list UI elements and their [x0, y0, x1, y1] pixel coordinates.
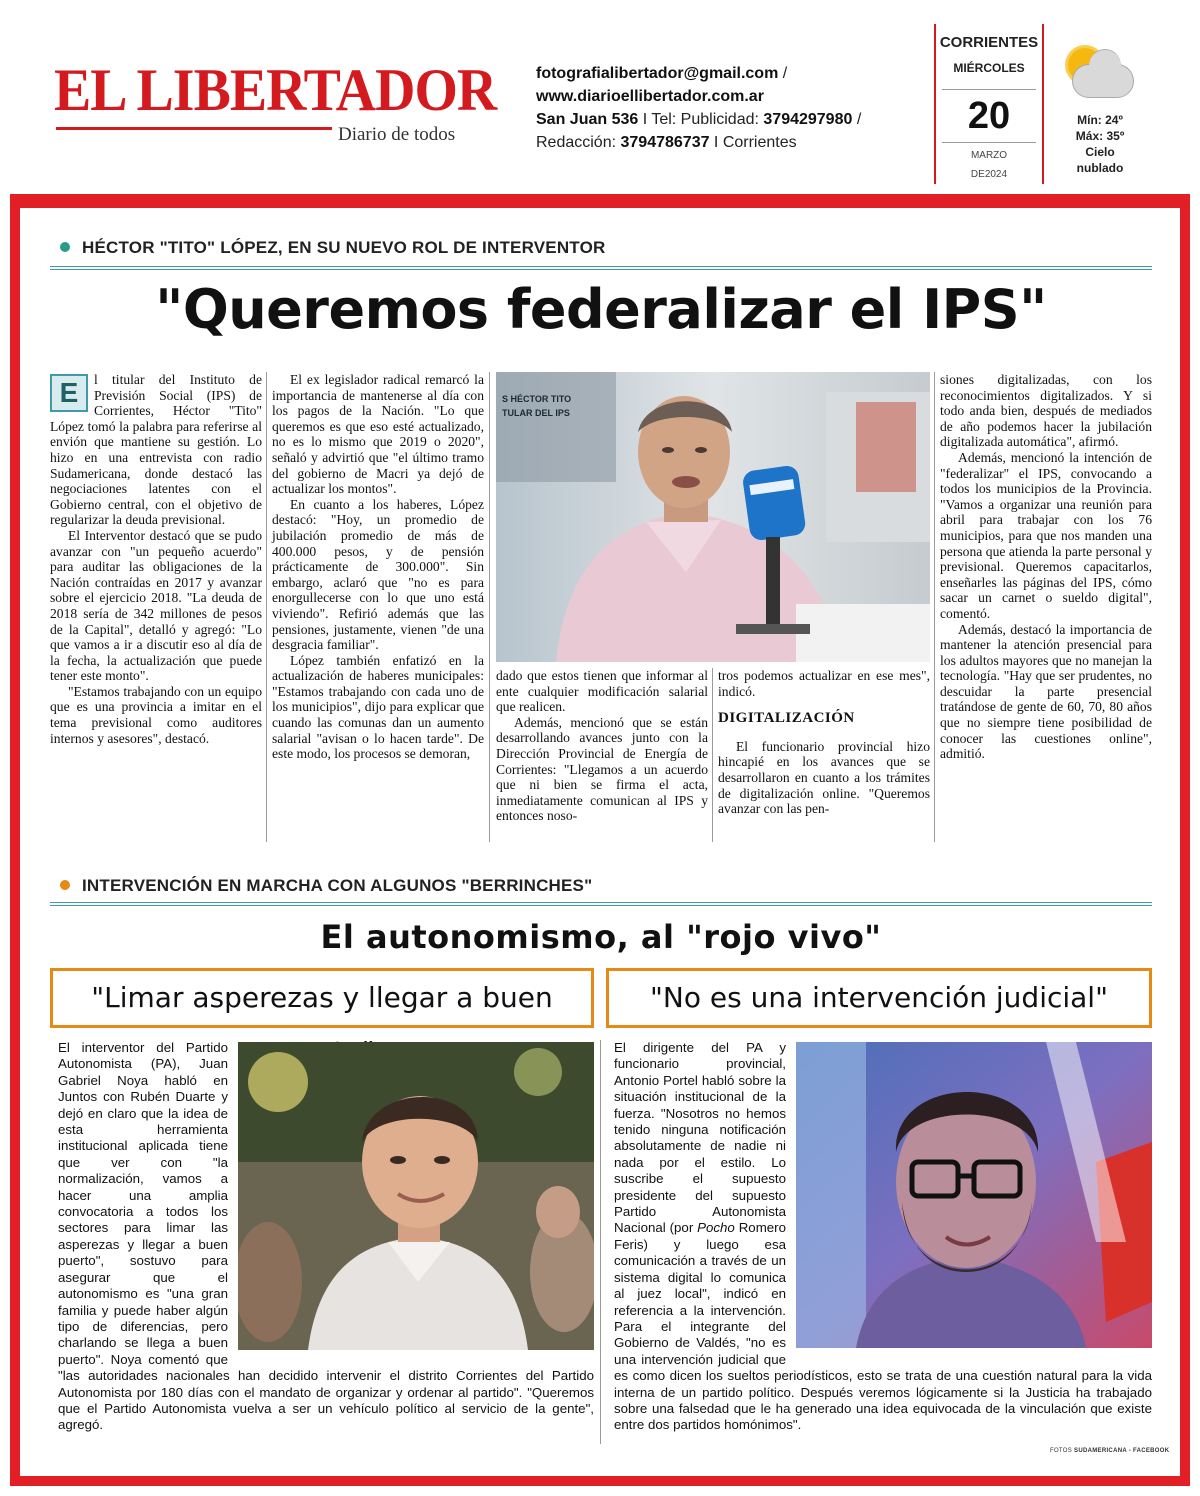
kicker-rule: [50, 266, 1152, 270]
article1-column-4: [718, 668, 930, 817]
ad-phone-separator: /: [852, 111, 862, 128]
column-divider: [712, 668, 713, 842]
right-story-heading[interactable]: "No es una intervención judicial": [606, 968, 1152, 1028]
logo-rule: [56, 127, 332, 130]
weather-widget: [1060, 40, 1140, 176]
photo-overlay-line-1: S HÉCTOR TITO: [502, 394, 572, 404]
photo-credit: [1050, 1448, 1169, 1454]
article1-column-5: [940, 372, 1152, 762]
date-box: [934, 24, 1044, 184]
weather-min: Mín: 24º: [1077, 113, 1123, 127]
article1-column-2: [272, 372, 484, 762]
kicker-rule: [50, 902, 1152, 906]
paragraph: "Estamos trabajando con un equipo que es una provincia a imitar en el tema previsional como auditores internos y asesores", destacó.: [50, 683, 262, 746]
cloud-shape: [1072, 64, 1134, 98]
date-month: MARZO: [970, 150, 1008, 161]
paragraph: siones digitalizadas, con los reconocimientos digitalizados. Y si todo anda bien, después de mediados de año podemos hacer la jubilación digitalizada automática", afirmó.: [940, 372, 1152, 450]
contact-email[interactable]: fotografialibertador@gmail.com: [536, 65, 779, 82]
photo-credit-label: FOTOS: [1050, 1448, 1075, 1454]
date-day: 20: [942, 89, 1036, 143]
photo-overlay-line-2: TULAR DEL IPS: [502, 408, 570, 418]
contact-block: [536, 62, 906, 154]
right-story-italic: Pocho: [697, 1220, 735, 1236]
noya-photo-illustration: [238, 1042, 594, 1350]
paragraph: Además, destacó la importancia de mantener la atención presencial para los adultos mayores que no manejan la tecnología. "Hay que ser prudentes, no descuidar la parte presencial tratándose de gente de 60, 70, 80 años que no siempre tiene posibilidad de conocer las cuestiones online", admitió.: [940, 621, 1152, 762]
right-story: [614, 1040, 1152, 1444]
email-separator: /: [778, 65, 788, 82]
portel-photo-illustration: [796, 1042, 1152, 1348]
section2-kicker: [60, 876, 592, 896]
left-story-heading[interactable]: "Limar asperezas y llegar a buen: [50, 968, 594, 1028]
left-story-text: El interventor del Partido Autonomista (PA), Juan Gabriel Noya habló en Juntos con Rubén Duarte y dejó en claro que la idea de esta herramienta institucional aplicada tiene que ver con "la normalización, vamos a hacer una amplia convocatoria a todos los sectores para limar las asperezas y llegar a buen puerto", sostuvo para asegurar que el autonomismo es "una gran familia y puede haber algún tipo de diferencias, pero charlando se llega a buen puerto". Noya comentó que "las autoridades nacionales han decidido intervenir el distrito Corrientes del Partido Autonomista por 180 días con el mandato de organizar y ordenar al partido". "Queremos que el Partido Autonomista vuelva a ser un vehículo político al servicio de la gente", agregó.: [58, 1040, 594, 1433]
bullet-dot-icon: [60, 242, 70, 252]
photo-credit-source: SUDAMERICANA - FACEBOOK: [1074, 1448, 1170, 1454]
newsroom-label: Redacción:: [536, 134, 621, 151]
article1-kicker-text: HÉCTOR "TITO" LÓPEZ, EN SU NUEVO ROL DE INTERVENTOR: [82, 238, 606, 257]
article1-headline[interactable]: "Queremos federalizar el IPS": [155, 278, 1047, 341]
partly-cloudy-icon: [1062, 40, 1138, 102]
paragraph: tros podemos actualizar en ese mes", indicó.: [718, 668, 930, 699]
paragraph: l titular del Instituto de Previsión Social (IPS) de Corrientes, Héctor "Tito" López tomó la palabra para referirse al envión que mantiene su gestión. Lo hizo en una entrevista con radio Sudamericana, donde destacó las negociaciones latentes con el Gobierno central, con el objetivo de regularizar la deuda previsional.: [50, 372, 262, 528]
weather-condition-1: Cielo: [1085, 145, 1115, 159]
noya-photo[interactable]: [238, 1042, 594, 1350]
date-year: DE2024: [970, 169, 1008, 180]
paragraph: El ex legislador radical remarcó la importancia de mantenerse al día con los pagos de la Nación. "Lo que queremos es que eso esté actualizado, no es lo mismo que 2019 o 2020", señaló y advirtió que "el último tramo del gobierno de Macri ya dejó de actualizar los montos".: [272, 372, 484, 497]
paragraph: En cuanto a los haberes, López destacó: "Hoy, un promedio de jubilación promedio de más de 400.000 pesos, y de pensión prácticamente de 300.000". Sin embargo, aclaró que "no es para enorgullecerse con lo que uno está viviendo". Refirió además que las pensiones, justamente, vienen "de una desgracia familiar".: [272, 496, 484, 653]
contact-website[interactable]: www.diarioellibertador.com.ar: [536, 88, 764, 105]
city-suffix: I Corrientes: [709, 134, 797, 151]
ad-phone-label: I Tel: Publicidad:: [638, 111, 764, 128]
ad-phone: 3794297980: [763, 111, 853, 128]
article1-column-1: [50, 372, 262, 746]
portel-photo[interactable]: [796, 1042, 1152, 1348]
column-divider: [266, 372, 267, 842]
column-divider: [489, 372, 490, 842]
section2-title[interactable]: El autonomismo, al "rojo vivo": [320, 918, 882, 956]
lopez-photo-illustration: [496, 372, 930, 662]
drop-cap: E: [50, 374, 88, 412]
section2-kicker-text: INTERVENCIÓN EN MARCHA CON ALGUNOS "BERRINCHES": [82, 876, 593, 895]
paragraph: El Interventor destacó que se pudo avanzar con "un pequeño acuerdo" para auditar las obligaciones de la Nación contraídas en 2017 y avanzar sobre el ejercicio 2018. "La deuda de 2018 sería de 342 millones de pesos de la Capital", detalló y agregó: "Lo que vamos a ir a discutir eso al día de la fecha, la actualización que puede tener este monto".: [50, 527, 262, 684]
contact-address: San Juan 536: [536, 111, 639, 128]
paragraph: Además, mencionó la intención de "federalizar" el IPS, convocando a todos los municipios de la Provincia. "Vamos a organizar una reunión para abril para trabajar con los 76 municipios, para que nos manden una persona que atienda la parte personal y previsional. Queremos capacitarlos, enseñarles las páginas del IPS, cómo sacar un carnet o sueldo digital", comentó.: [940, 449, 1152, 621]
column-divider: [934, 372, 935, 842]
lopez-radio-photo[interactable]: [496, 372, 930, 662]
paragraph: López también enfatizó en la actualización de haberes municipales: "Estamos trabajando con cada uno de los municipios", dijo para explicar que cuando las comunas dan un aumento salarial "avisan o lo hacen tarde". De este modo, los procesos se demoran,: [272, 652, 484, 762]
date-city: CORRIENTES: [939, 34, 1039, 51]
subhead-digitalizacion: DIGITALIZACIÓN: [718, 710, 855, 727]
article1-column-3: [496, 668, 708, 824]
bullet-dot-icon: [60, 880, 70, 890]
masthead: [0, 0, 1200, 195]
left-story: [58, 1040, 594, 1444]
paragraph: dado que estos tienen que informar al ente cualquier modificación salarial que realicen.: [496, 668, 708, 715]
column-divider: [600, 1040, 601, 1444]
right-story-text-1: El dirigente del PA y funcionario provincial, Antonio Portel habló sobre la situación institucional de la fuerza. "Nosotros no hemos tenido ninguna notificación absolutamente de nadie ni nada por el estilo. Lo suscribe el supuesto presidente del supuesto Partido Autonomista Nacional (por: [614, 1040, 786, 1236]
date-weekday: MIÉRCOLES: [953, 61, 1025, 75]
weather-max: Máx: 35º: [1075, 129, 1125, 143]
paragraph: Además, mencionó que se están desarrollando avances junto con la Dirección Provincial de Energía de Corrientes: "Llegamos a un acuerdo que ni bien se firma el acta, inmediatamente comunican al IPS y entonces noso-: [496, 714, 708, 824]
tagline: Diario de todos: [338, 124, 456, 145]
weather-condition-2: nublado: [1076, 161, 1124, 175]
paragraph: El funcionario provincial hizo hincapié en los avances que se desarrollaron en cuanto a los trámites de digitalización online. "Queremos avanzar con las pen-: [718, 738, 930, 817]
newspaper-logo[interactable]: EL LIBERTADOR: [54, 57, 497, 123]
article1-kicker: [60, 238, 605, 258]
newsroom-phone: 3794786737: [620, 134, 710, 151]
right-story-text-2: Romero Feris) y luego esa comunicación a través de un sistema digital lo comunica al juez local", indicó en referencia a la intervención. Para el integrante del Gobierno de Valdés, "no es una intervención judicial que es como dicen los sueltos periodísticos, esto se trata de una cuestión natural para la vida interna de un partido político. Después veremos lógicamente si la Justicia ha trabajado sobre una falsedad que le ha generado una idea equivocada de la vinculación que existe entre dos partidos homónimos".: [614, 1220, 1152, 1433]
